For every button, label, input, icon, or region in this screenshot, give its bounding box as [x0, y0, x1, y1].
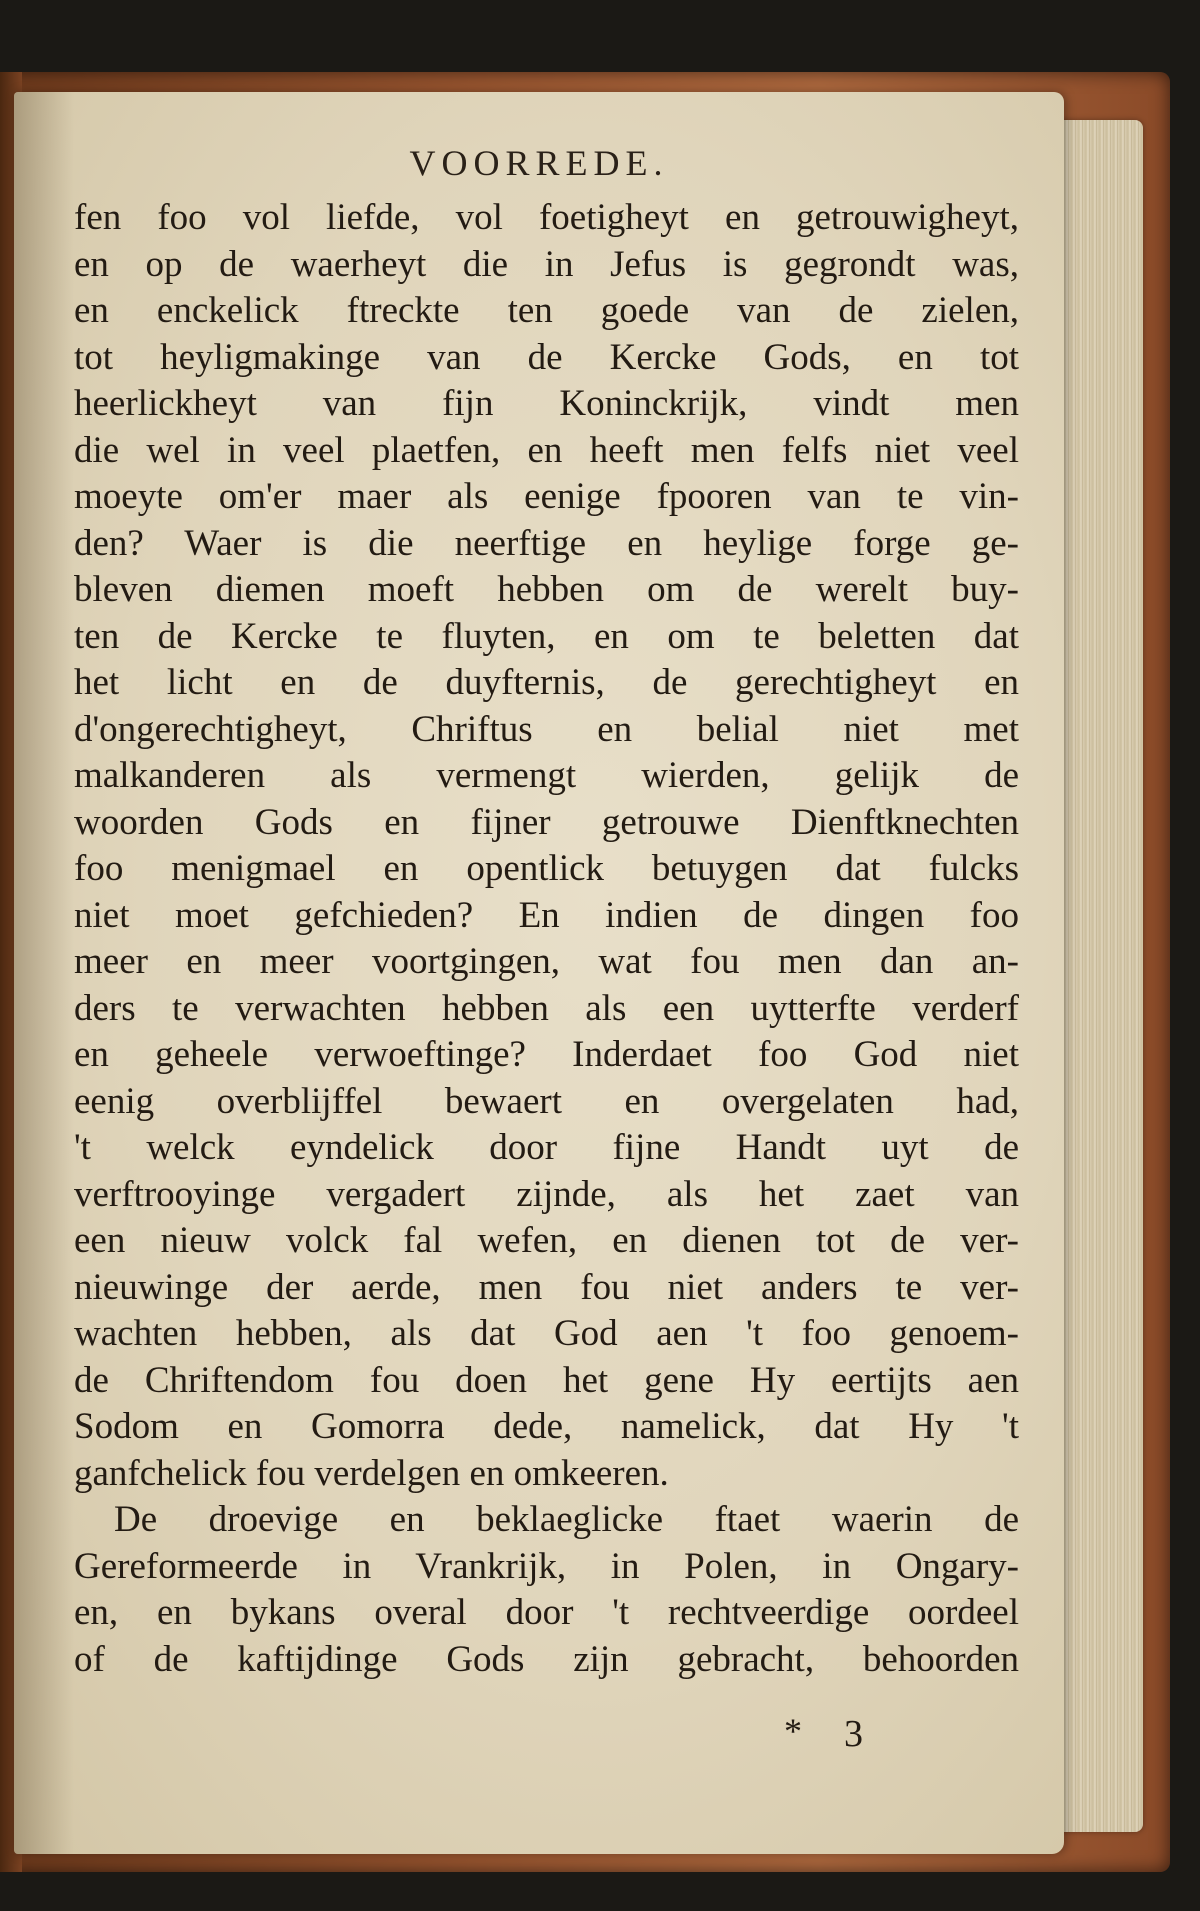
text-line: foo menigmael en opentlick betuygen dat fulcks — [74, 848, 1019, 889]
text-line: meer en meer voortgingen, wat fou men dan an- — [74, 941, 1019, 982]
text-line: malkanderen als vermengt wierden, gelijk de — [74, 755, 1019, 796]
text-line: het licht en de duyfternis, de gerechtigheyt en — [74, 662, 1019, 703]
text-line-paragraph-start: De droevige en beklaeglicke ftaet waerin de — [114, 1499, 1019, 1540]
text-line: de Chriftendom fou doen het gene Hy eertijts aen — [74, 1359, 1019, 1401]
text-line: tot heyligmakinge van de Kercke Gods, en tot — [74, 336, 1019, 378]
text-line: moeyte om'er maer als eenige fpooren van te vin- — [74, 476, 1019, 517]
signature-number: 3 — [844, 1713, 863, 1755]
text-line: en, en bykans overal door 't rechtveerdige oordeel — [74, 1592, 1019, 1633]
text-line: heerlickheyt van fijn Koninckrijk, vindt men — [74, 383, 1019, 424]
text-line: ganfchelick fou verdelgen en omkeeren. — [74, 1452, 669, 1494]
text-line: Gereformeerde in Vrankrijk, in Polen, in Ongary- — [74, 1545, 1019, 1587]
text-line: en enckelick ftreckte ten goede van de zielen, — [74, 290, 1019, 331]
running-head: VOORREDE. — [409, 143, 669, 183]
text-line: en op de waerheyt die in Jefus is gegrondt was, — [74, 243, 1019, 285]
signature-mark: * — [784, 1711, 802, 1751]
text-line: niet moet gefchieden? En indien de dingen foo — [74, 894, 1019, 936]
text-line: een nieuw volck fal wefen, en dienen tot de ver- — [74, 1220, 1019, 1261]
page-content — [14, 92, 1064, 1854]
text-line: eenig overblijffel bewaert en overgelaten had, — [74, 1080, 1019, 1122]
text-line: ten de Kercke te fluyten, en om te beletten dat — [74, 615, 1019, 657]
text-line: verftrooyinge vergadert zijnde, als het zaet van — [74, 1173, 1019, 1215]
text-line: en geheele verwoeftinge? Inderdaet foo God niet — [74, 1034, 1019, 1075]
text-line: Sodom en Gomorra dede, namelick, dat Hy 't — [74, 1406, 1019, 1447]
text-line: fen foo vol liefde, vol foetigheyt en getrouwigheyt, — [74, 197, 1019, 238]
text-line: d'ongerechtigheyt, Chriftus en belial niet met — [74, 708, 1019, 750]
text-line: ders te verwachten hebben als een uytterfte verderf — [74, 987, 1019, 1029]
text-line: wachten hebben, als dat God aen 't foo genoem- — [74, 1313, 1019, 1354]
body-text — [74, 195, 1019, 1683]
text-line: den? Waer is die neerftige en heylige forge ge- — [74, 522, 1019, 564]
text-line: woorden Gods en fijner getrouwe Dienftknechten — [74, 801, 1019, 843]
text-line: of de kaftijdinge Gods zijn gebracht, behoorden — [74, 1638, 1019, 1680]
text-line: die wel in veel plaetfen, en heeft men felfs niet veel — [74, 429, 1019, 471]
text-line: bleven diemen moeft hebben om de werelt buy- — [74, 569, 1019, 610]
text-line: nieuwinge der aerde, men fou niet anders te ver- — [74, 1266, 1019, 1308]
text-line: 't welck eyndelick door fijne Handt uyt de — [74, 1127, 1019, 1168]
